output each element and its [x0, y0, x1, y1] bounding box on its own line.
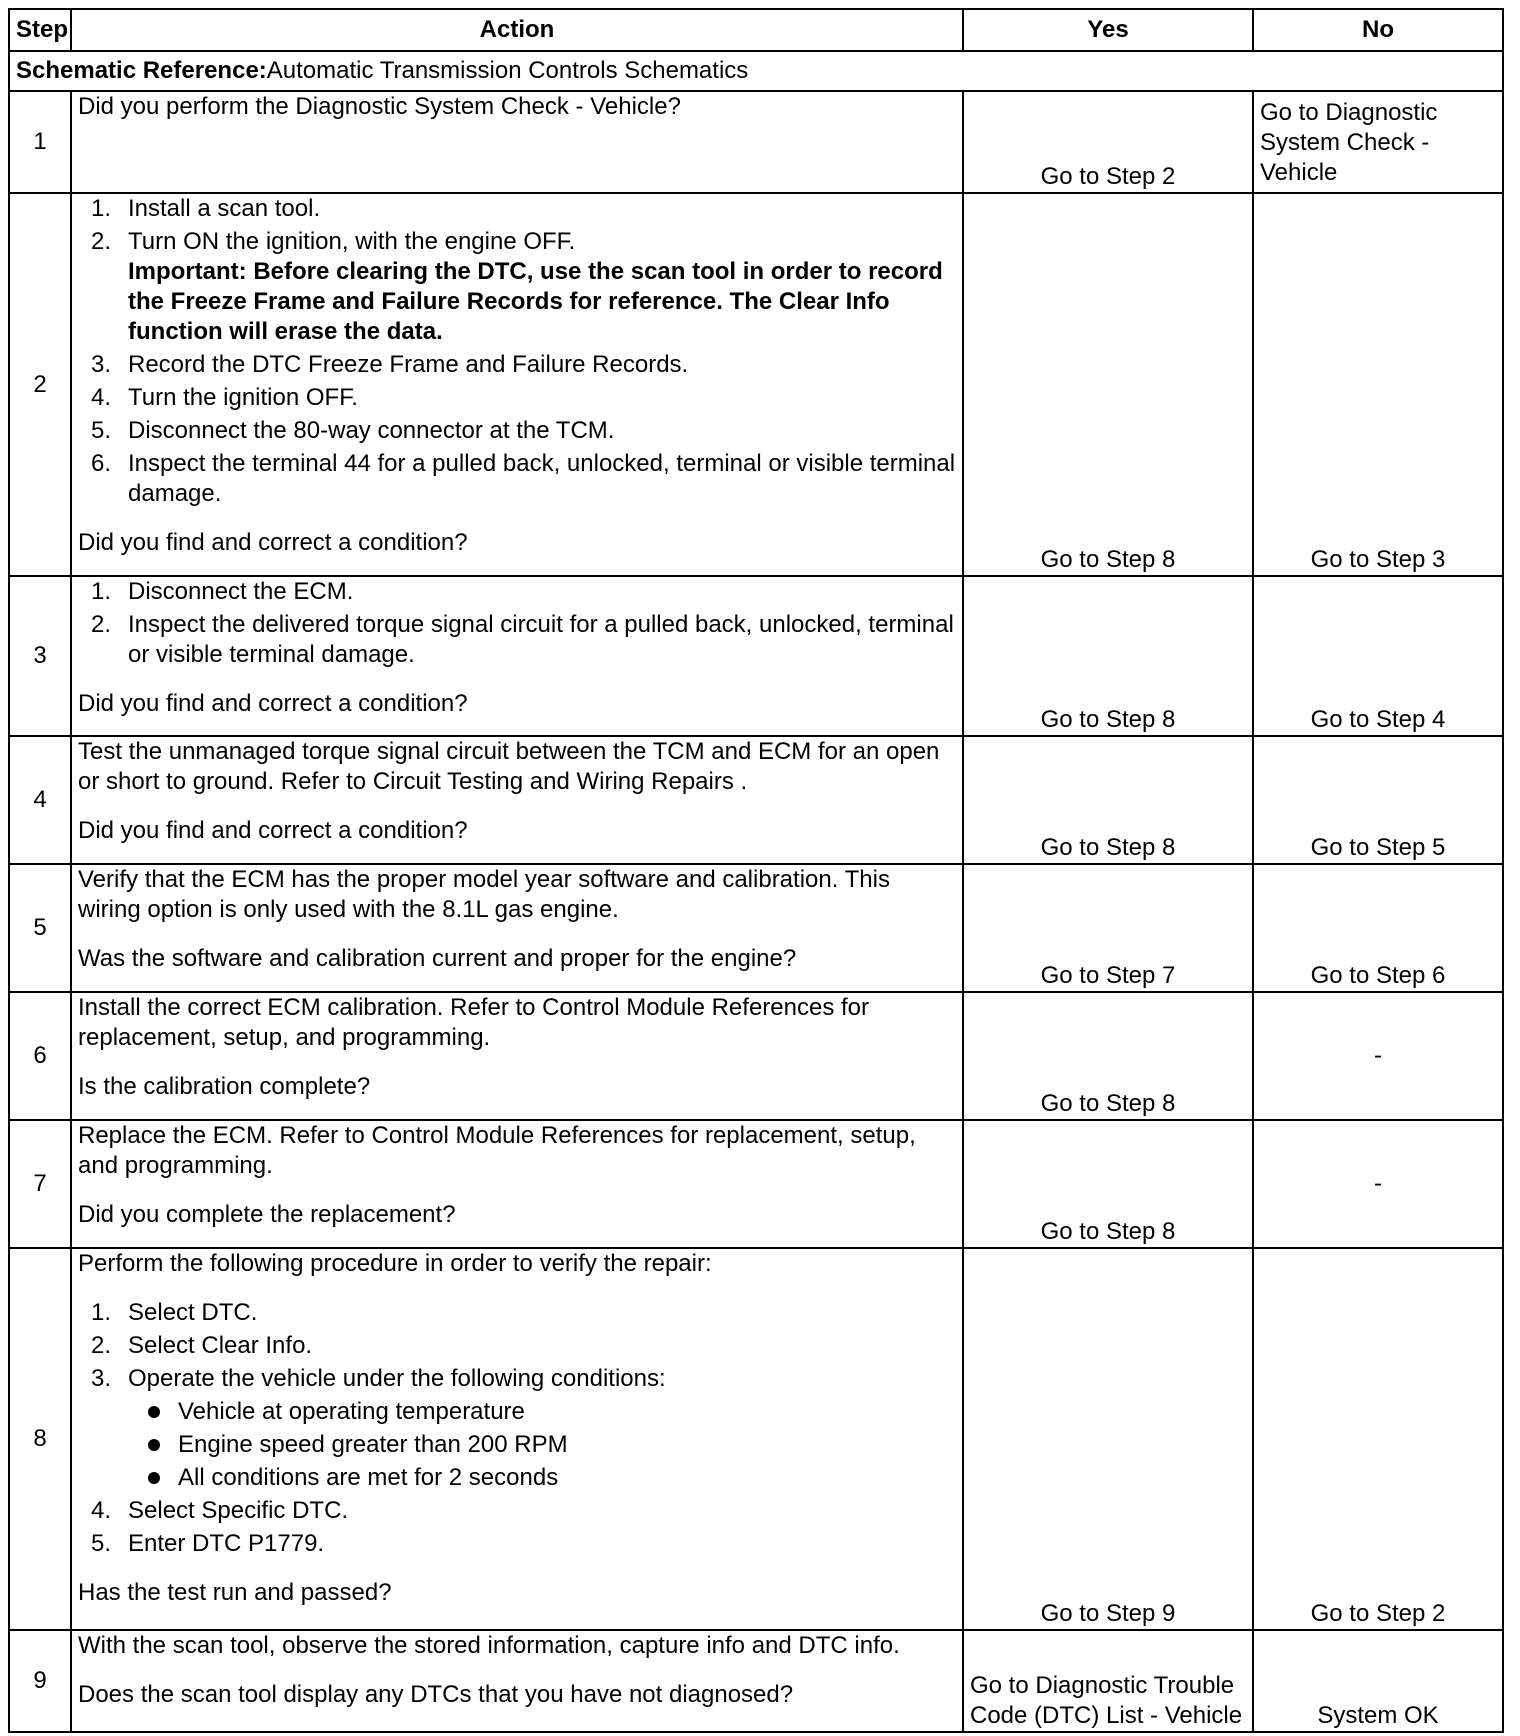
no-link[interactable]: Go to Diagnostic System Check - Vehicle	[1253, 91, 1503, 193]
table-row	[9, 91, 1503, 193]
action-text: Verify that the ECM has the proper model year software and calibration. This wiring option is only used with the 8.1L gas engine.	[78, 866, 890, 923]
procedure-list	[78, 1298, 956, 1559]
list-item: 5. Disconnect the 80-way connector at the TCM.	[91, 417, 615, 444]
step-number: 3	[9, 576, 71, 736]
yes-link[interactable]: Go to Step 8	[963, 1120, 1253, 1248]
yes-link[interactable]: Go to Step 8	[963, 992, 1253, 1120]
action-text: Perform the following procedure in order to verify the repair:	[78, 1250, 712, 1277]
list-item: 3. Record the DTC Freeze Frame and Failure Records.	[91, 351, 689, 378]
no-value: System OK	[1253, 1630, 1503, 1732]
action-cell	[71, 1630, 963, 1732]
step-number: 5	[9, 864, 71, 992]
table-row	[9, 193, 1503, 576]
no-link[interactable]: Go to Step 5	[1253, 736, 1503, 864]
yes-link[interactable]: Go to Step 8	[963, 576, 1253, 736]
list-item: 2. Inspect the delivered torque signal circuit for a pulled back, unlocked, terminal or visible terminal damage.	[91, 611, 954, 668]
step-number: 8	[9, 1248, 71, 1630]
schematic-reference	[9, 51, 1503, 91]
procedure-list	[78, 194, 956, 509]
table-row	[9, 1120, 1503, 1248]
schematic-link[interactable]: Automatic Transmission Controls Schematics	[266, 57, 749, 84]
step-number: 1	[9, 91, 71, 193]
header-no: No	[1253, 9, 1503, 51]
no-link[interactable]: Go to Step 3	[1253, 193, 1503, 576]
table-row	[9, 992, 1503, 1120]
schematic-label: Schematic Reference:	[16, 57, 267, 84]
action-cell	[71, 91, 963, 193]
list-item: 1. Install a scan tool.	[91, 195, 321, 222]
list-item: 5. Enter DTC P1779.	[91, 1530, 325, 1557]
action-question: Did you complete the replacement?	[78, 1201, 456, 1228]
important-note: Important: Before clearing the DTC, use the scan tool in order to record the Freeze Frame and Failure Records for reference. The Clear Info function will erase the data.	[128, 258, 943, 345]
action-text: Install the correct ECM calibration. Refer to Control Module References for replacement, setup, and programming.	[78, 994, 870, 1051]
action-question: Does the scan tool display any DTCs that you have not diagnosed?	[78, 1681, 794, 1708]
action-cell	[71, 864, 963, 992]
yes-link[interactable]: Go to Step 7	[963, 864, 1253, 992]
action-question: Is the calibration complete?	[78, 1073, 371, 1100]
header-yes: Yes	[963, 9, 1253, 51]
no-link[interactable]: Go to Step 4	[1253, 576, 1503, 736]
step-number: 2	[9, 193, 71, 576]
action-question: Did you find and correct a condition?	[78, 529, 468, 556]
step-number: 6	[9, 992, 71, 1120]
procedure-list	[78, 577, 956, 670]
action-text: Replace the ECM. Refer to Control Module References for replacement, setup, and programming.	[78, 1122, 916, 1179]
list-item: 4. Select Specific DTC.	[91, 1497, 349, 1524]
action-text: Did you perform the Diagnostic System Check - Vehicle?	[78, 93, 681, 120]
no-link[interactable]: Go to Step 2	[1253, 1248, 1503, 1630]
action-question: Did you find and correct a condition?	[78, 690, 468, 717]
diagnostic-table	[8, 8, 1504, 1733]
yes-link[interactable]: Go to Diagnostic Trouble Code (DTC) List - Vehicle	[963, 1630, 1253, 1732]
no-value: -	[1253, 1120, 1503, 1248]
table-row	[9, 864, 1503, 992]
list-item: 4. Turn the ignition OFF.	[91, 384, 358, 411]
list-item: 6. Inspect the terminal 44 for a pulled back, unlocked, terminal or visible terminal damage.	[91, 450, 956, 507]
list-item: 2. Select Clear Info.	[91, 1332, 313, 1359]
yes-link[interactable]: Go to Step 2	[963, 91, 1253, 193]
step-number: 4	[9, 736, 71, 864]
list-item: 3. Operate the vehicle under the following conditions: Vehicle at operating temperature Engine speed greater than 200 RPM All conditions are met for 2 seconds	[78, 1364, 956, 1493]
bullet-item: Vehicle at operating temperature	[128, 1397, 956, 1427]
no-link[interactable]: Go to Step 6	[1253, 864, 1503, 992]
table-row	[9, 1630, 1503, 1732]
header-row	[9, 9, 1503, 51]
action-cell	[71, 736, 963, 864]
action-text: Test the unmanaged torque signal circuit between the TCM and ECM for an open or short to ground. Refer to Circuit Testing and Wiring Repairs .	[78, 738, 940, 795]
header-step: Step	[9, 9, 71, 51]
action-question: Did you find and correct a condition?	[78, 817, 468, 844]
yes-link[interactable]: Go to Step 8	[963, 736, 1253, 864]
yes-link[interactable]: Go to Step 9	[963, 1248, 1253, 1630]
action-cell	[71, 992, 963, 1120]
action-question: Has the test run and passed?	[78, 1579, 392, 1606]
bullet-item: Engine speed greater than 200 RPM	[128, 1430, 956, 1460]
action-question: Was the software and calibration current and proper for the engine?	[78, 945, 797, 972]
table-row	[9, 576, 1503, 736]
table-row	[9, 736, 1503, 864]
action-cell	[71, 1120, 963, 1248]
action-cell	[71, 576, 963, 736]
action-cell	[71, 1248, 963, 1630]
step-number: 9	[9, 1630, 71, 1732]
table-row	[9, 1248, 1503, 1630]
condition-list	[128, 1397, 956, 1493]
step-number: 7	[9, 1120, 71, 1248]
yes-link[interactable]: Go to Step 8	[963, 193, 1253, 576]
bullet-item: All conditions are met for 2 seconds	[128, 1463, 956, 1493]
action-text: With the scan tool, observe the stored information, capture info and DTC info.	[78, 1632, 900, 1659]
list-item: 1. Select DTC.	[91, 1299, 258, 1326]
list-item: 2. Turn ON the ignition, with the engine OFF. Important: Before clearing the DTC, use the scan tool in order to record the Freeze Frame and Failure Records for reference. The Clear Info function will erase the data.	[78, 227, 956, 347]
list-item: 1. Disconnect the ECM.	[91, 578, 354, 605]
header-action: Action	[71, 9, 963, 51]
no-value: -	[1253, 992, 1503, 1120]
action-cell	[71, 193, 963, 576]
schematic-row	[9, 51, 1503, 91]
